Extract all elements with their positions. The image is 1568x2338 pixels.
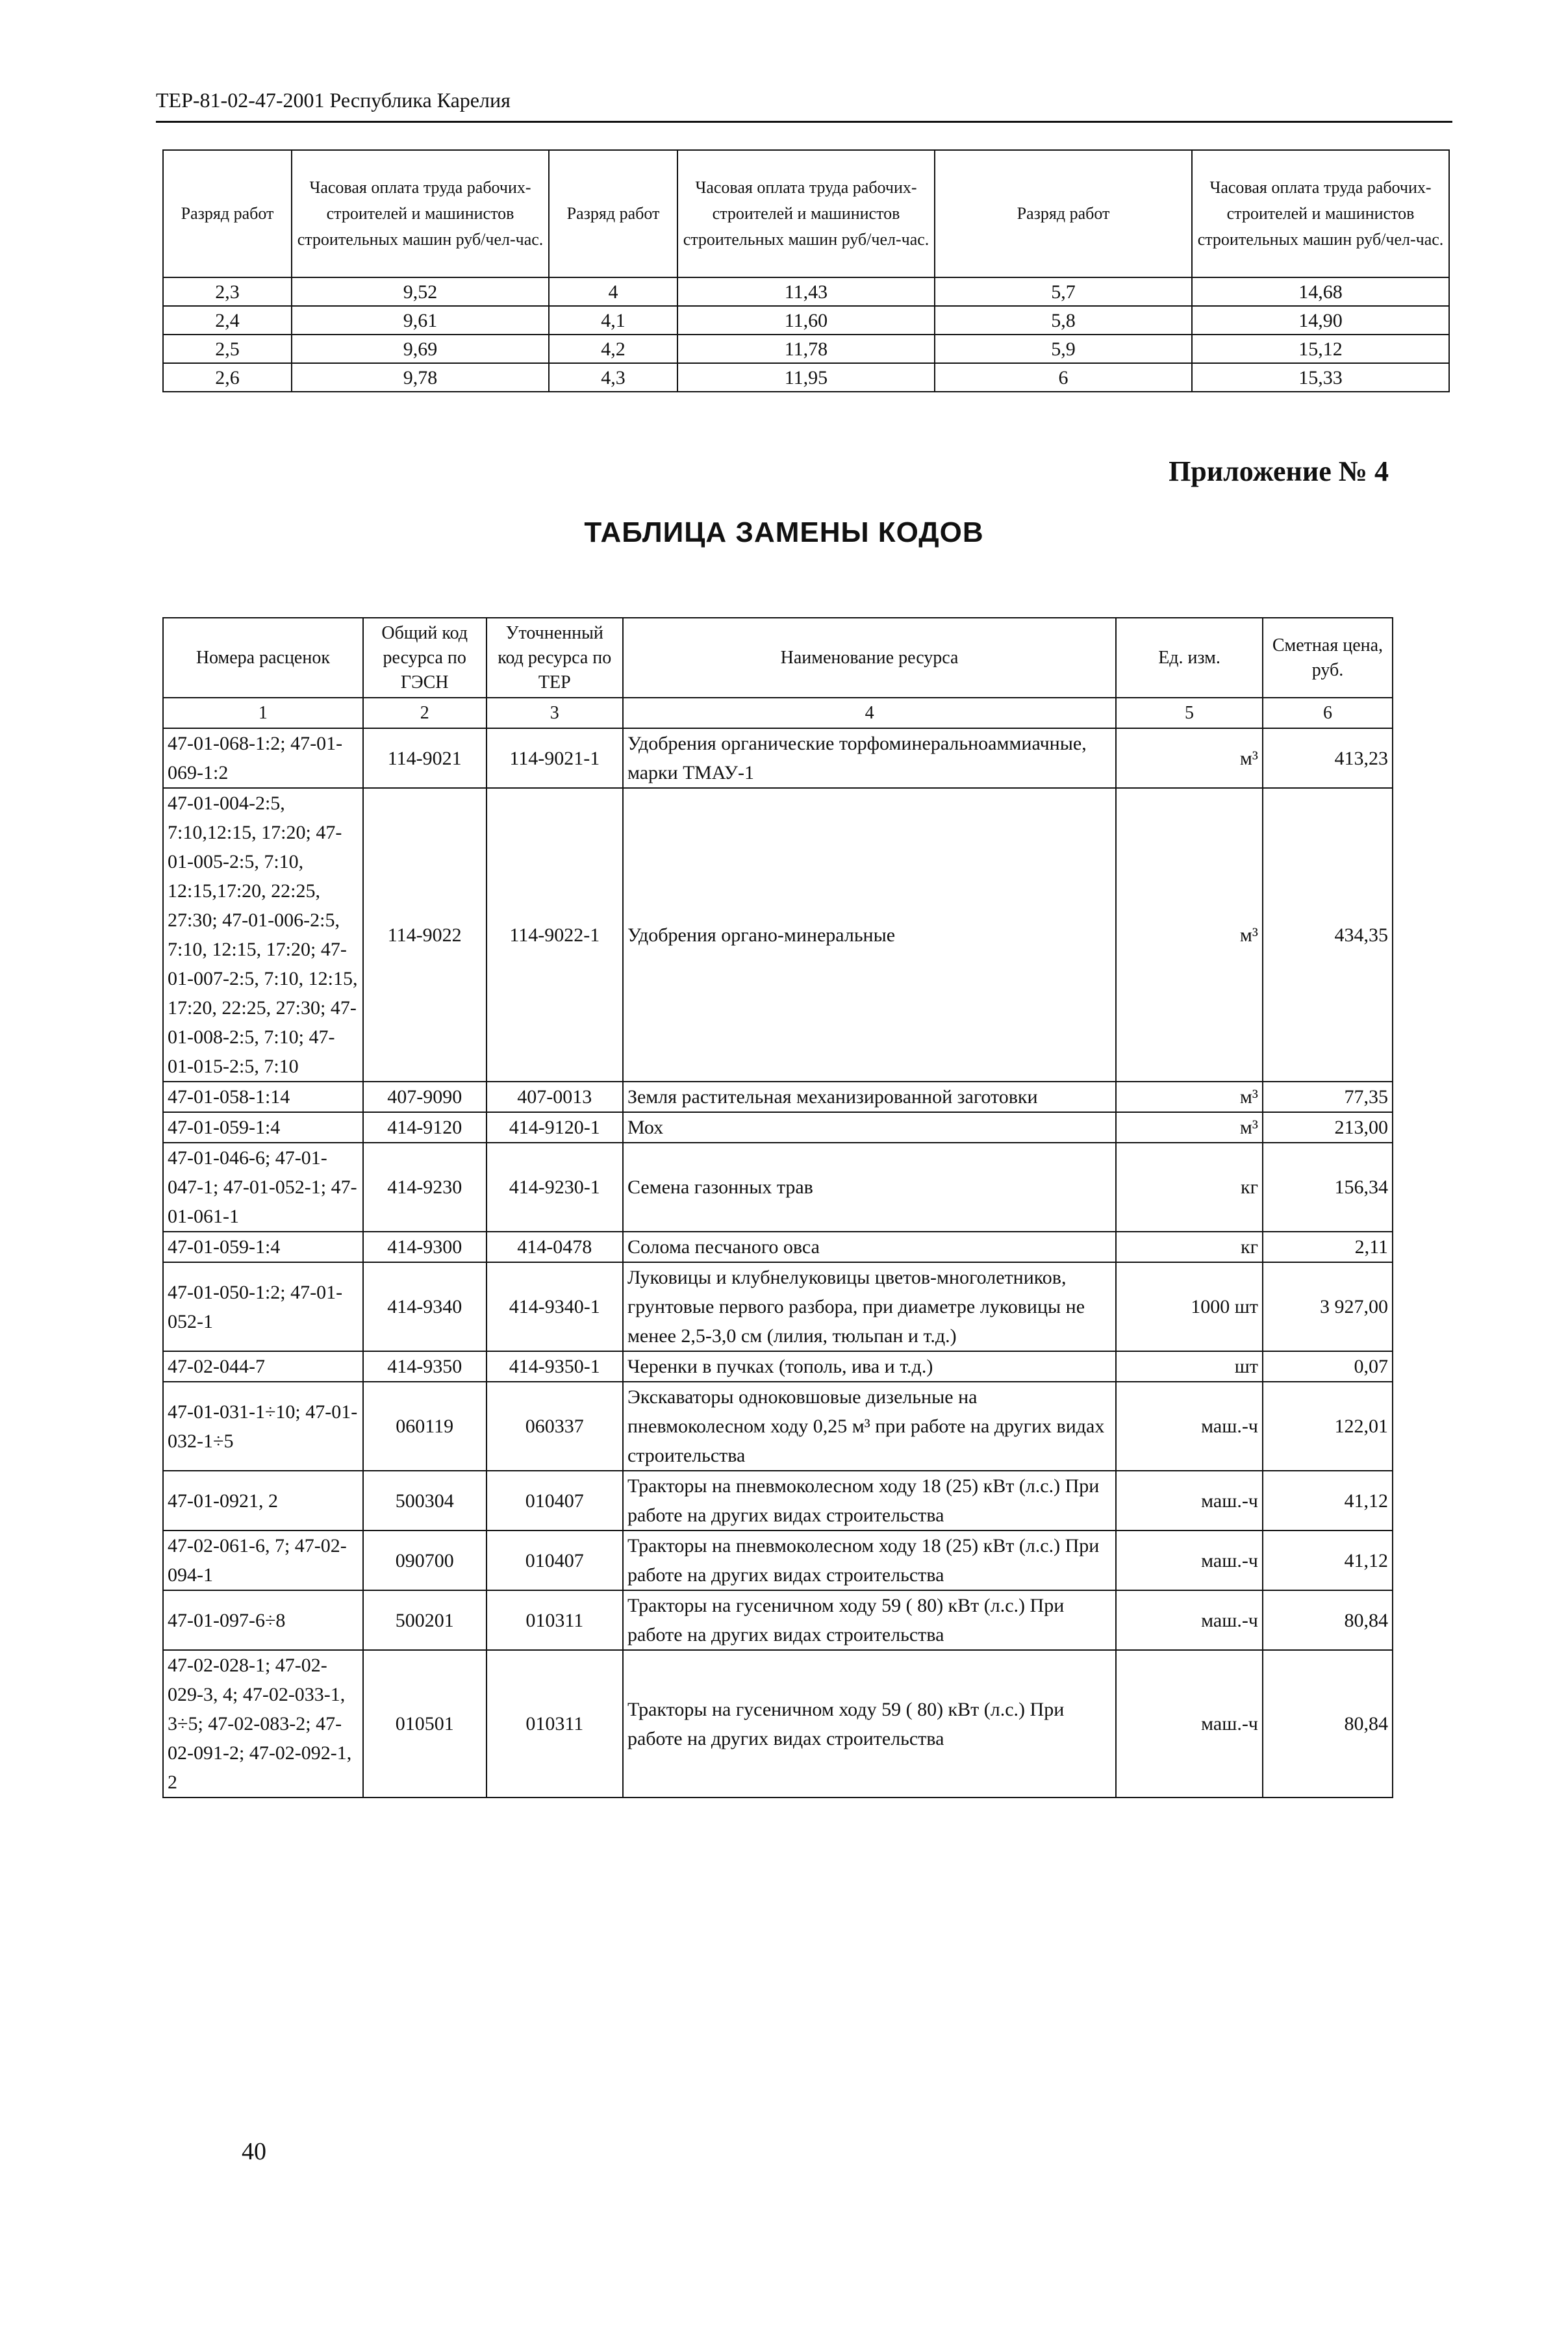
estimated-price: 156,34 [1263,1143,1393,1232]
codes-header-row [163,618,1393,698]
estimated-price: 0,07 [1263,1351,1393,1382]
column-number-row [163,698,1393,728]
table-cell: 5,8 [935,306,1192,335]
rate-numbers: 47-01-046-6; 47-01-047-1; 47-01-052-1; 47-01-061-1 [163,1143,363,1232]
rate-numbers: 47-02-061-6, 7; 47-02-094-1 [163,1531,363,1590]
codes-header-cell: Сметная цена, руб. [1263,618,1393,698]
gesn-code: 414-9350 [363,1351,487,1382]
codes-header-cell: Наименование ресурса [623,618,1116,698]
unit: шт [1116,1351,1263,1382]
unit: м³ [1116,788,1263,1082]
rate-numbers: 47-01-068-1:2; 47-01-069-1:2 [163,728,363,788]
ter-code: 414-9350-1 [487,1351,623,1382]
rate-numbers: 47-01-0921, 2 [163,1471,363,1531]
table-row [163,1382,1393,1471]
table-cell: 5,7 [935,277,1192,306]
table-cell: 9,61 [292,306,549,335]
table-row [163,728,1393,788]
ter-code: 414-0478 [487,1232,623,1262]
estimated-price: 434,35 [1263,788,1393,1082]
ter-code: 010407 [487,1531,623,1590]
ter-code: 414-9120-1 [487,1112,623,1143]
table-cell: 4,1 [549,306,677,335]
ter-code: 114-9022-1 [487,788,623,1082]
page-number: 40 [242,2138,266,2165]
ter-code: 010407 [487,1471,623,1531]
rate-numbers: 47-01-097-6÷8 [163,1590,363,1650]
unit: кг [1116,1232,1263,1262]
resource-name: Черенки в пучках (тополь, ива и т.д.) [623,1351,1116,1382]
table-cell: 6 [935,363,1192,392]
table-row [163,788,1393,1082]
resource-name: Экскаваторы одноковшовые дизельные на пневмоколесном ходу 0,25 м³ при работе на других видах строительства [623,1382,1116,1471]
gesn-code: 407-9090 [363,1082,487,1112]
gesn-code: 414-9120 [363,1112,487,1143]
unit: 1000 шт [1116,1262,1263,1351]
unit: маш.-ч [1116,1531,1263,1590]
table-cell: 5,9 [935,335,1192,363]
table-cell: 9,78 [292,363,549,392]
resource-name: Тракторы на пневмоколесном ходу 18 (25) кВт (л.с.) При работе на других видах строительства [623,1471,1116,1531]
table-cell: 11,60 [677,306,935,335]
ter-code: 114-9021-1 [487,728,623,788]
table-cell: 4 [549,277,677,306]
code-replacement-table [162,617,1393,1798]
ter-code: 060337 [487,1382,623,1471]
table-row [163,1650,1393,1798]
gesn-code: 500304 [363,1471,487,1531]
resource-name: Тракторы на пневмоколесном ходу 18 (25) кВт (л.с.) При работе на других видах строительства [623,1531,1116,1590]
resource-name: Земля растительная механизированной заготовки [623,1082,1116,1112]
ter-code: 414-9340-1 [487,1262,623,1351]
document-header: ТЕР-81-02-47-2001 Республика Карелия [156,88,511,112]
codes-header-cell: Общий код ресурса по ГЭСН [363,618,487,698]
resource-name: Удобрения органические торфоминеральноаммиачные, марки ТМАУ-1 [623,728,1116,788]
table-row [163,363,1449,392]
table-row [163,1143,1393,1232]
table-cell: 4,3 [549,363,677,392]
table-row [163,1112,1393,1143]
column-number: 4 [623,698,1116,728]
gesn-code: 114-9022 [363,788,487,1082]
rate-numbers: 47-01-004-2:5, 7:10,12:15, 17:20; 47-01-005-2:5, 7:10, 12:15,17:20, 22:25, 27:30; 47-01-006-2:5, 7:10, 12:15, 17:20; 47-01-007-2:5, 7:10, 12:15, 17:20, 22:25, 27:30; 47-01-008-2:5, 7:10; 47-01-015-2:5, 7:10 [163,788,363,1082]
column-number: 2 [363,698,487,728]
table-cell: 14,68 [1192,277,1449,306]
rates-header-cell: Часовая оплата труда рабочих-строителей и машинистов строительных машин руб/чел-час. [1192,150,1449,277]
resource-name: Тракторы на гусеничном ходу 59 ( 80) кВт (л.с.) При работе на других видах строительства [623,1650,1116,1798]
resource-name: Луковицы и клубнелуковицы цветов-многолетников, грунтовые первого разбора, при диаметре луковицы не менее 2,5-3,0 см (лилия, тюльпан и т.д.) [623,1262,1116,1351]
rate-numbers: 47-02-044-7 [163,1351,363,1382]
estimated-price: 80,84 [1263,1590,1393,1650]
estimated-price: 77,35 [1263,1082,1393,1112]
table-cell: 9,69 [292,335,549,363]
table-cell: 2,3 [163,277,292,306]
unit: маш.-ч [1116,1471,1263,1531]
unit: кг [1116,1143,1263,1232]
ter-code: 414-9230-1 [487,1143,623,1232]
table-row [163,1262,1393,1351]
gesn-code: 414-9340 [363,1262,487,1351]
unit: маш.-ч [1116,1650,1263,1798]
rate-numbers: 47-01-058-1:14 [163,1082,363,1112]
column-number: 6 [1263,698,1393,728]
rates-header-row [163,150,1449,277]
table-row [163,1531,1393,1590]
header-rule [156,121,1452,123]
ter-code: 010311 [487,1650,623,1798]
rates-header-cell: Разряд работ [163,150,292,277]
gesn-code: 414-9230 [363,1143,487,1232]
unit: маш.-ч [1116,1590,1263,1650]
ter-code: 010311 [487,1590,623,1650]
gesn-code: 090700 [363,1531,487,1590]
gesn-code: 414-9300 [363,1232,487,1262]
table-row [163,1082,1393,1112]
estimated-price: 80,84 [1263,1650,1393,1798]
estimated-price: 413,23 [1263,728,1393,788]
table-cell: 15,12 [1192,335,1449,363]
table-cell: 11,78 [677,335,935,363]
unit: м³ [1116,1112,1263,1143]
unit: м³ [1116,1082,1263,1112]
rates-header-cell: Разряд работ [549,150,677,277]
gesn-code: 114-9021 [363,728,487,788]
table-row [163,1471,1393,1531]
rate-numbers: 47-01-031-1÷10; 47-01-032-1÷5 [163,1382,363,1471]
column-number: 5 [1116,698,1263,728]
table-cell: 2,4 [163,306,292,335]
table-row [163,306,1449,335]
rate-numbers: 47-01-059-1:4 [163,1112,363,1143]
rate-numbers: 47-01-059-1:4 [163,1232,363,1262]
table-cell: 2,6 [163,363,292,392]
table-row [163,1590,1393,1650]
table-cell: 11,43 [677,277,935,306]
estimated-price: 213,00 [1263,1112,1393,1143]
unit: маш.-ч [1116,1382,1263,1471]
column-number: 3 [487,698,623,728]
table-cell: 9,52 [292,277,549,306]
appendix-label: Приложение № 4 [1169,455,1389,487]
ter-code: 407-0013 [487,1082,623,1112]
estimated-price: 41,12 [1263,1471,1393,1531]
gesn-code: 010501 [363,1650,487,1798]
table-row [163,277,1449,306]
table-cell: 15,33 [1192,363,1449,392]
table-row [163,1232,1393,1262]
table-cell: 14,90 [1192,306,1449,335]
resource-name: Тракторы на гусеничном ходу 59 ( 80) кВт (л.с.) При работе на других видах строительства [623,1590,1116,1650]
column-number: 1 [163,698,363,728]
gesn-code: 500201 [363,1590,487,1650]
codes-header-cell: Номера расценок [163,618,363,698]
table-cell: 2,5 [163,335,292,363]
estimated-price: 3 927,00 [1263,1262,1393,1351]
rates-header-cell: Разряд работ [935,150,1192,277]
estimated-price: 122,01 [1263,1382,1393,1471]
estimated-price: 41,12 [1263,1531,1393,1590]
codes-header-cell: Ед. изм. [1116,618,1263,698]
table-cell: 4,2 [549,335,677,363]
rate-numbers: 47-02-028-1; 47-02-029-3, 4; 47-02-033-1, 3÷5; 47-02-083-2; 47-02-091-2; 47-02-092-1, 2 [163,1650,363,1798]
codes-header-cell: Уточненный код ресурса по ТЕР [487,618,623,698]
table-cell: 11,95 [677,363,935,392]
wage-rates-table [162,149,1450,392]
resource-name: Удобрения органо-минеральные [623,788,1116,1082]
resource-name: Семена газонных трав [623,1143,1116,1232]
rates-header-cell: Часовая оплата труда рабочих-строителей и машинистов строительных машин руб/чел-час. [677,150,935,277]
resource-name: Мох [623,1112,1116,1143]
unit: м³ [1116,728,1263,788]
rate-numbers: 47-01-050-1:2; 47-01-052-1 [163,1262,363,1351]
rates-header-cell: Часовая оплата труда рабочих-строителей и машинистов строительных машин руб/чел-час. [292,150,549,277]
estimated-price: 2,11 [1263,1232,1393,1262]
table-row [163,335,1449,363]
gesn-code: 060119 [363,1382,487,1471]
table-title: ТАБЛИЦА ЗАМЕНЫ КОДОВ [584,516,984,548]
table-row [163,1351,1393,1382]
resource-name: Солома песчаного овса [623,1232,1116,1262]
